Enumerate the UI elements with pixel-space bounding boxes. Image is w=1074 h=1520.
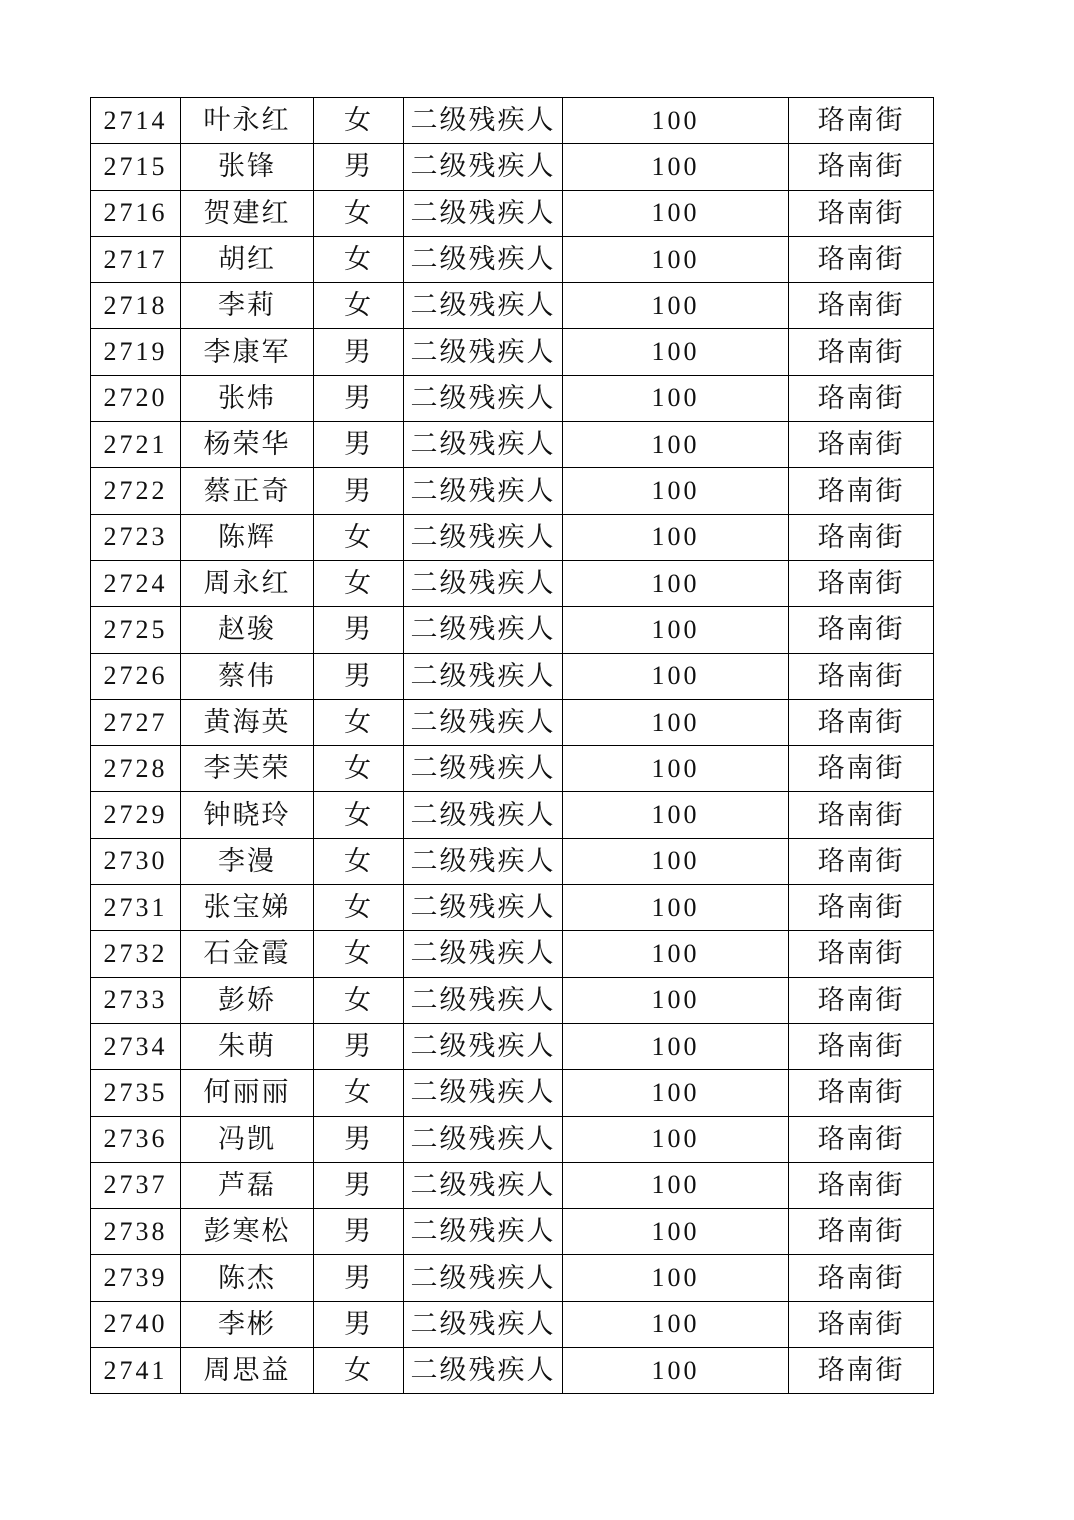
name-cell: 彭娇: [181, 977, 314, 1023]
amount-cell: 100: [563, 283, 789, 329]
gender-cell: 女: [314, 283, 404, 329]
name-cell: 李彬: [181, 1301, 314, 1347]
category-cell: 二级残疾人: [404, 885, 563, 931]
gender-cell: 男: [314, 468, 404, 514]
table-row: [91, 560, 934, 606]
amount-cell: 100: [563, 699, 789, 745]
table-row: [91, 144, 934, 190]
id-cell: 2729: [91, 792, 181, 838]
category-cell: 二级残疾人: [404, 144, 563, 190]
category-cell: 二级残疾人: [404, 1209, 563, 1255]
gender-cell: 女: [314, 98, 404, 144]
gender-cell: 女: [314, 560, 404, 606]
category-cell: 二级残疾人: [404, 792, 563, 838]
table-row: [91, 190, 934, 236]
amount-cell: 100: [563, 792, 789, 838]
table-row: [91, 1301, 934, 1347]
name-cell: 何丽丽: [181, 1070, 314, 1116]
street-cell: 珞南街: [789, 1301, 934, 1347]
category-cell: 二级残疾人: [404, 1070, 563, 1116]
category-cell: 二级残疾人: [404, 1116, 563, 1162]
gender-cell: 男: [314, 329, 404, 375]
name-cell: 杨荣华: [181, 422, 314, 468]
table-row: [91, 792, 934, 838]
id-cell: 2722: [91, 468, 181, 514]
name-cell: 蔡伟: [181, 653, 314, 699]
amount-cell: 100: [563, 977, 789, 1023]
category-cell: 二级残疾人: [404, 1162, 563, 1208]
amount-cell: 100: [563, 236, 789, 282]
category-cell: 二级残疾人: [404, 1023, 563, 1069]
street-cell: 珞南街: [789, 1162, 934, 1208]
category-cell: 二级残疾人: [404, 375, 563, 421]
street-cell: 珞南街: [789, 885, 934, 931]
amount-cell: 100: [563, 1116, 789, 1162]
gender-cell: 男: [314, 653, 404, 699]
id-cell: 2721: [91, 422, 181, 468]
category-cell: 二级残疾人: [404, 422, 563, 468]
gender-cell: 男: [314, 375, 404, 421]
table-row: [91, 1348, 934, 1394]
gender-cell: 女: [314, 1348, 404, 1394]
gender-cell: 女: [314, 514, 404, 560]
street-cell: 珞南街: [789, 560, 934, 606]
table-row: [91, 1255, 934, 1301]
id-cell: 2735: [91, 1070, 181, 1116]
id-cell: 2718: [91, 283, 181, 329]
amount-cell: 100: [563, 375, 789, 421]
name-cell: 周永红: [181, 560, 314, 606]
id-cell: 2732: [91, 931, 181, 977]
name-cell: 冯凯: [181, 1116, 314, 1162]
gender-cell: 男: [314, 422, 404, 468]
street-cell: 珞南街: [789, 1070, 934, 1116]
name-cell: 李莉: [181, 283, 314, 329]
street-cell: 珞南街: [789, 699, 934, 745]
gender-cell: 女: [314, 838, 404, 884]
category-cell: 二级残疾人: [404, 514, 563, 560]
street-cell: 珞南街: [789, 1209, 934, 1255]
id-cell: 2719: [91, 329, 181, 375]
category-cell: 二级残疾人: [404, 1301, 563, 1347]
amount-cell: 100: [563, 838, 789, 884]
amount-cell: 100: [563, 746, 789, 792]
street-cell: 珞南街: [789, 98, 934, 144]
table-row: [91, 1162, 934, 1208]
street-cell: 珞南街: [789, 746, 934, 792]
gender-cell: 女: [314, 885, 404, 931]
street-cell: 珞南街: [789, 468, 934, 514]
id-cell: 2730: [91, 838, 181, 884]
name-cell: 钟晓玲: [181, 792, 314, 838]
roster-table: [90, 97, 934, 1394]
table-row: [91, 98, 934, 144]
id-cell: 2734: [91, 1023, 181, 1069]
name-cell: 张炜: [181, 375, 314, 421]
name-cell: 胡红: [181, 236, 314, 282]
amount-cell: 100: [563, 190, 789, 236]
gender-cell: 男: [314, 1301, 404, 1347]
street-cell: 珞南街: [789, 607, 934, 653]
amount-cell: 100: [563, 1348, 789, 1394]
category-cell: 二级残疾人: [404, 283, 563, 329]
gender-cell: 男: [314, 607, 404, 653]
street-cell: 珞南街: [789, 1255, 934, 1301]
amount-cell: 100: [563, 885, 789, 931]
name-cell: 芦磊: [181, 1162, 314, 1208]
id-cell: 2715: [91, 144, 181, 190]
name-cell: 叶永红: [181, 98, 314, 144]
gender-cell: 男: [314, 1162, 404, 1208]
name-cell: 黄海英: [181, 699, 314, 745]
table-row: [91, 468, 934, 514]
roster-table-body: [91, 98, 934, 1394]
amount-cell: 100: [563, 144, 789, 190]
street-cell: 珞南街: [789, 514, 934, 560]
table-row: [91, 931, 934, 977]
name-cell: 彭寒松: [181, 1209, 314, 1255]
id-cell: 2720: [91, 375, 181, 421]
street-cell: 珞南街: [789, 931, 934, 977]
table-row: [91, 746, 934, 792]
id-cell: 2728: [91, 746, 181, 792]
amount-cell: 100: [563, 1301, 789, 1347]
table-row: [91, 838, 934, 884]
id-cell: 2716: [91, 190, 181, 236]
table-row: [91, 1116, 934, 1162]
street-cell: 珞南街: [789, 1348, 934, 1394]
gender-cell: 男: [314, 1209, 404, 1255]
gender-cell: 女: [314, 1070, 404, 1116]
gender-cell: 女: [314, 931, 404, 977]
id-cell: 2737: [91, 1162, 181, 1208]
id-cell: 2739: [91, 1255, 181, 1301]
id-cell: 2738: [91, 1209, 181, 1255]
category-cell: 二级残疾人: [404, 653, 563, 699]
street-cell: 珞南街: [789, 653, 934, 699]
table-row: [91, 329, 934, 375]
gender-cell: 男: [314, 1023, 404, 1069]
gender-cell: 男: [314, 144, 404, 190]
gender-cell: 女: [314, 699, 404, 745]
category-cell: 二级残疾人: [404, 560, 563, 606]
name-cell: 蔡正奇: [181, 468, 314, 514]
name-cell: 张锋: [181, 144, 314, 190]
table-row: [91, 1023, 934, 1069]
street-cell: 珞南街: [789, 1116, 934, 1162]
amount-cell: 100: [563, 1255, 789, 1301]
amount-cell: 100: [563, 1023, 789, 1069]
id-cell: 2727: [91, 699, 181, 745]
category-cell: 二级残疾人: [404, 746, 563, 792]
gender-cell: 女: [314, 236, 404, 282]
street-cell: 珞南街: [789, 422, 934, 468]
name-cell: 朱萌: [181, 1023, 314, 1069]
id-cell: 2736: [91, 1116, 181, 1162]
name-cell: 陈杰: [181, 1255, 314, 1301]
table-row: [91, 514, 934, 560]
table-row: [91, 977, 934, 1023]
category-cell: 二级残疾人: [404, 931, 563, 977]
gender-cell: 女: [314, 792, 404, 838]
category-cell: 二级残疾人: [404, 98, 563, 144]
table-row: [91, 653, 934, 699]
name-cell: 周思益: [181, 1348, 314, 1394]
name-cell: 石金霞: [181, 931, 314, 977]
street-cell: 珞南街: [789, 838, 934, 884]
name-cell: 陈辉: [181, 514, 314, 560]
amount-cell: 100: [563, 1162, 789, 1208]
amount-cell: 100: [563, 98, 789, 144]
street-cell: 珞南街: [789, 792, 934, 838]
gender-cell: 女: [314, 190, 404, 236]
category-cell: 二级残疾人: [404, 1255, 563, 1301]
street-cell: 珞南街: [789, 977, 934, 1023]
id-cell: 2741: [91, 1348, 181, 1394]
amount-cell: 100: [563, 422, 789, 468]
table-row: [91, 885, 934, 931]
gender-cell: 男: [314, 1255, 404, 1301]
id-cell: 2717: [91, 236, 181, 282]
gender-cell: 女: [314, 746, 404, 792]
amount-cell: 100: [563, 514, 789, 560]
street-cell: 珞南街: [789, 283, 934, 329]
id-cell: 2723: [91, 514, 181, 560]
table-row: [91, 607, 934, 653]
table-row: [91, 699, 934, 745]
id-cell: 2726: [91, 653, 181, 699]
table-row: [91, 283, 934, 329]
amount-cell: 100: [563, 1209, 789, 1255]
category-cell: 二级残疾人: [404, 190, 563, 236]
name-cell: 李康军: [181, 329, 314, 375]
street-cell: 珞南街: [789, 329, 934, 375]
table-row: [91, 236, 934, 282]
street-cell: 珞南街: [789, 190, 934, 236]
gender-cell: 女: [314, 977, 404, 1023]
category-cell: 二级残疾人: [404, 329, 563, 375]
category-cell: 二级残疾人: [404, 838, 563, 884]
id-cell: 2725: [91, 607, 181, 653]
table-row: [91, 1070, 934, 1116]
street-cell: 珞南街: [789, 1023, 934, 1069]
name-cell: 贺建红: [181, 190, 314, 236]
amount-cell: 100: [563, 1070, 789, 1116]
street-cell: 珞南街: [789, 144, 934, 190]
name-cell: 赵骏: [181, 607, 314, 653]
category-cell: 二级残疾人: [404, 468, 563, 514]
street-cell: 珞南街: [789, 375, 934, 421]
table-row: [91, 375, 934, 421]
amount-cell: 100: [563, 468, 789, 514]
table-row: [91, 422, 934, 468]
table-row: [91, 1209, 934, 1255]
name-cell: 李漫: [181, 838, 314, 884]
amount-cell: 100: [563, 560, 789, 606]
id-cell: 2731: [91, 885, 181, 931]
amount-cell: 100: [563, 329, 789, 375]
gender-cell: 男: [314, 1116, 404, 1162]
id-cell: 2740: [91, 1301, 181, 1347]
category-cell: 二级残疾人: [404, 699, 563, 745]
amount-cell: 100: [563, 931, 789, 977]
category-cell: 二级残疾人: [404, 977, 563, 1023]
id-cell: 2724: [91, 560, 181, 606]
id-cell: 2714: [91, 98, 181, 144]
amount-cell: 100: [563, 653, 789, 699]
name-cell: 李芙荣: [181, 746, 314, 792]
category-cell: 二级残疾人: [404, 1348, 563, 1394]
name-cell: 张宝娣: [181, 885, 314, 931]
category-cell: 二级残疾人: [404, 607, 563, 653]
id-cell: 2733: [91, 977, 181, 1023]
amount-cell: 100: [563, 607, 789, 653]
category-cell: 二级残疾人: [404, 236, 563, 282]
street-cell: 珞南街: [789, 236, 934, 282]
